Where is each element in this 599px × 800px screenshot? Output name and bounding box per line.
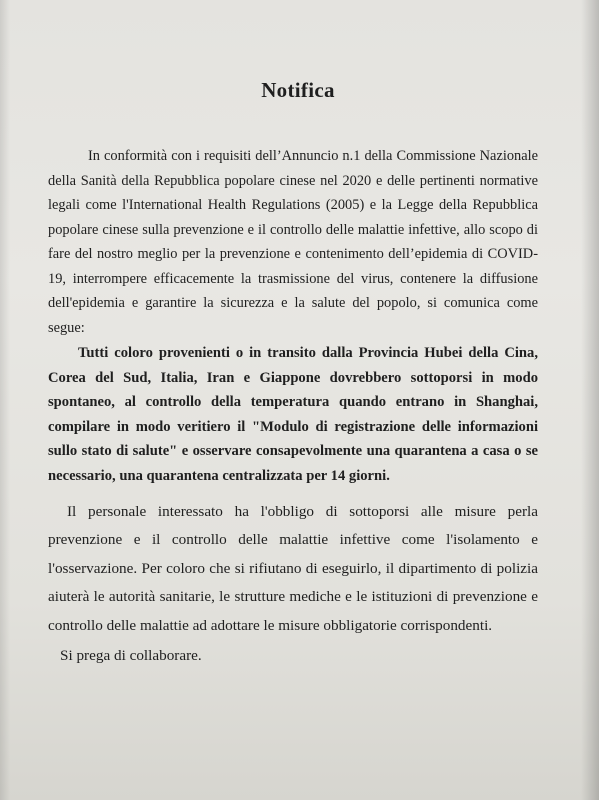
paper-edge-shadow-right	[581, 0, 599, 800]
intro-paragraph: In conformità con i requisiti dell’Annuncio n.1 della Commissione Nazionale della Sanità della Repubblica popolare cinese nel 2020 e delle pertinenti normative legali come l'International Health Regulations (2005) e la Legge della Repubblica popolare cinese sulla prevenzione e il controllo delle malattie infettive, allo scopo di fare del nostro meglio per la prevenzione e contenimento dell’epidemia di COVID-19, interrompere efficacemente la trasmissione del virus, contenere la diffusione dell'epidemia e garantire la sicurezza e la salute del popolo, si comunica come segue:	[48, 148, 538, 336]
notice-body	[48, 78, 538, 670]
obligations-paragraph: Il personale interessato ha l'obbligo di sottoporsi alle misure perla prevenzione e il controllo delle malattie infettive come l'isolamento e l'osservazione. Per coloro che si rifiutano di eseguirlo, il dipartimento di polizia aiuterà le autorità sanitarie, le strutture mediche e le istituzioni di prevenzione e controllo delle malattie ad adottare le misure obbligatorie corrispondenti.	[48, 502, 538, 634]
requirements-paragraph: Tutti coloro provenienti o in transito dalla Provincia Hubei della Cina, Corea del Sud, Italia, Iran e Giappone dovrebbero sottoporsi in modo spontaneo, al controllo della temperatura quando entrano in Shanghai, compilare in modo veritiero il "Modulo di registrazione delle informazioni sullo stato di salute" e osservare consapevolmente una quarantena a casa o se necessario, una quarantena centralizzata per 14 giorni.	[48, 345, 538, 484]
notice-title: Notifica	[261, 78, 335, 102]
closing-paragraph: Si prega di collaborare.	[60, 646, 202, 664]
paper-edge-shadow-left	[0, 0, 10, 800]
